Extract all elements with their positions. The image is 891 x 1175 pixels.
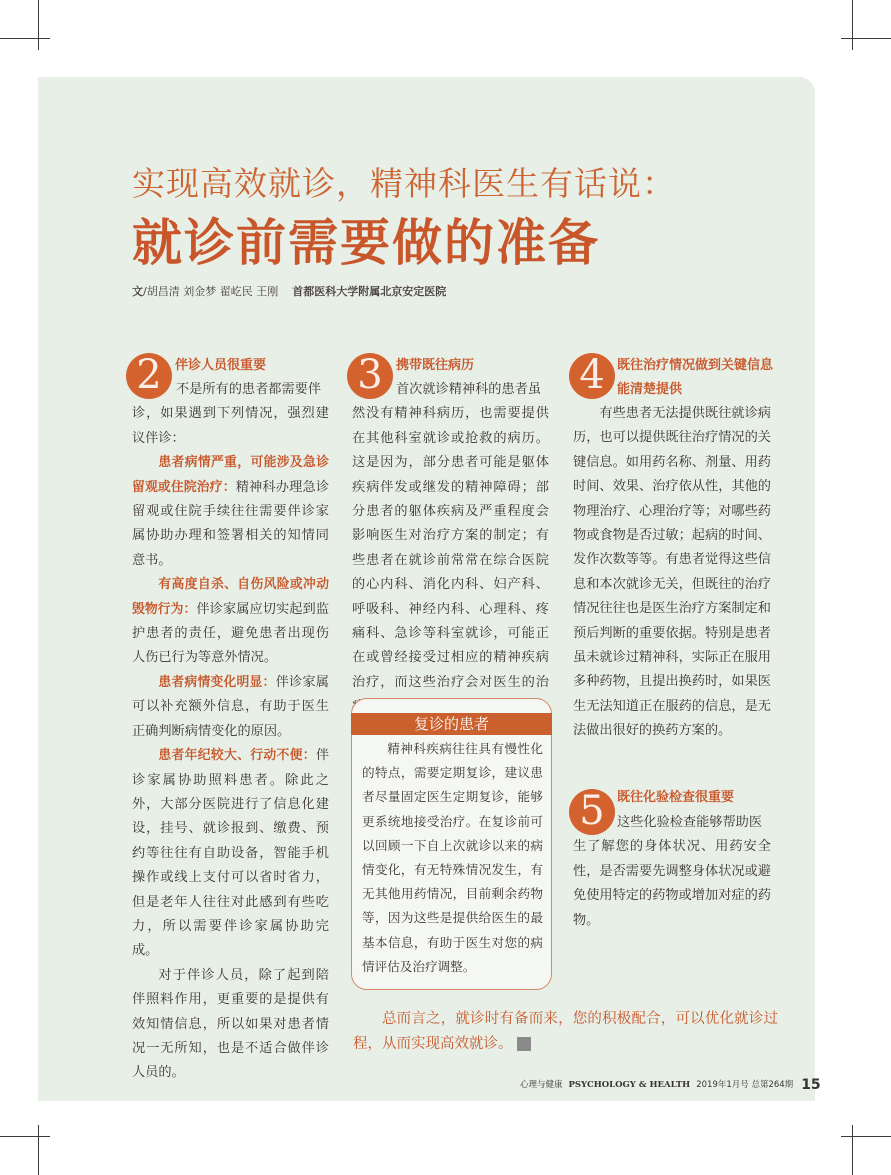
section-number-3: 3 (347, 353, 393, 399)
page-footer (520, 1077, 821, 1093)
section-2-item (132, 671, 329, 744)
footer-magazine-cn: 心理与健康 (520, 1080, 563, 1090)
section-2-item (132, 451, 329, 573)
section-2-column (132, 378, 329, 1086)
section-5-intro-rest: 生了解您的身体状况、用药安全性，是否需要先调整身体状况或避免使用特定的药物或增加对症的药物。 (573, 839, 771, 928)
crop-mark (0, 38, 50, 39)
crop-mark (841, 38, 891, 39)
section-4-column (573, 402, 771, 744)
section-2-item (132, 573, 329, 671)
byline-affiliation: 首都医科大学附属北京安定医院 (292, 285, 447, 298)
followup-box-text (362, 737, 543, 979)
crop-mark (38, 0, 39, 50)
crop-mark (852, 1125, 853, 1175)
section-3-intro-rest: 然没有精神科病历，也需要提供在其他科室就诊或抢救的病历。这是因为，部分患者可能是躯体疾病伴发或继发的精神障碍；部分患者的躯体疾病及严重程度会影响医生对治疗方案的制定；有些患者在就诊前常常在综合医院的心内科、消化内科、妇产科、呼吸科、神经内科、心理科、疼痛科、急诊等科室就诊，可能正在或曾经接受过相应的精神疾病治疗，而这些治疗会对医生的治 (352, 406, 549, 690)
byline-authors: /胡昌清 刘金梦 翟屹民 王刚 (143, 285, 279, 298)
section-3-column (352, 378, 549, 720)
section-2-item-text: 精神科办理急诊留观或住院手续往往需要伴诊家属协助办理和签署相关的知情同意书。 (132, 479, 330, 568)
summary-text (353, 1007, 778, 1057)
section-2-item-text: 伴诊家属应切实起到监护患者的责任，避免患者出现伤人伤已行为等意外情况。 (132, 601, 330, 666)
followup-box-title: 复诊的患者 (351, 713, 552, 735)
byline-prefix: 文 (132, 285, 143, 298)
section-4-heading: 既往治疗情况做到关键信息能清楚提供 (617, 358, 774, 397)
section-2-item-label: 患者病情变化明显： (158, 674, 276, 690)
section-2-item-text: 伴诊家属可以补充额外信息，有助于医生正确判断病情变化的原因。 (132, 674, 329, 739)
section-2-item-label: 患者年纪较大、行动不便： (158, 748, 316, 764)
section-2-closing: 对于伴诊人员，除了起到陪伴照料作用，更重要的是提供有效知情信息，所以如果对患者情况一无所知，也是不适合做伴诊人员的。 (132, 967, 329, 1081)
section-2-item-label: 患者病情严重，可能涉及急诊留观或住院治疗： (132, 455, 329, 495)
followup-box (351, 698, 552, 990)
section-5-heading: 既往化验检查很重要 (617, 790, 735, 805)
footer-issue: 2019年1月号 总第264期 (696, 1080, 794, 1090)
section-2-heading: 伴诊人员很重要 (175, 358, 267, 373)
section-number-5: 5 (569, 789, 615, 835)
section-4-text: 有些患者无法提供既往就诊病历，也可以提供既往治疗情况的关键信息。如用药名称、剂量、用药时间、效果、治疗依从性，其他的物理治疗、心理治疗等；对哪些药物或食物是否过敏；起病的时间、发作次数等等。有患者觉得这些信息和本次就诊无关，但既往的治疗情况往往也是医生治疗方案制定和预后判断的重要依据。特别是患者虽未就诊过精神科，实际正在服用多种药物，且提出换药时，如果医生无法知道正在服药的信息，是无法做出很好的换药方案的。 (573, 406, 771, 739)
page-title: 实现高效就诊，精神科医生有话说： (132, 164, 676, 203)
byline (132, 283, 446, 299)
section-number-4: 4 (569, 353, 615, 399)
summary (353, 1007, 778, 1057)
section-5-intro-first: 这些化验检查能够帮助医 (617, 815, 763, 830)
section-5-column (573, 811, 771, 933)
page-subtitle: 就诊前需要做的准备 (132, 213, 600, 272)
section-3-intro-first: 首次就诊精神科的患者虽 (396, 382, 542, 397)
section-2-item (132, 744, 329, 964)
footer-magazine-en: PSYCHOLOGY & HEALTH (568, 1080, 691, 1090)
end-mark-icon (517, 1037, 531, 1051)
crop-mark (38, 1125, 39, 1175)
page-number: 15 (801, 1077, 821, 1093)
crop-mark (841, 1136, 891, 1137)
crop-mark (0, 1136, 50, 1137)
section-2-intro-first: 不是所有的患者都需要伴 (176, 382, 322, 397)
section-number-2: 2 (126, 353, 172, 399)
section-2-item-label: 有高度自杀、自伤风险或冲动毁物行为： (132, 577, 329, 617)
summary-sentence: 总而言之，就诊时有备而来，您的积极配合，可以优化就诊过程，从而实现高效就诊。 (353, 1011, 778, 1052)
section-2-item-text: 伴诊家属协助照料患者。除此之外，大部分医院进行了信息化建设，挂号、就诊报到、缴费、预约等往往有自助设备，智能手机操作或线上支付可以省时省力，但是老年人往往对此感到有些吃力，所以需要伴诊家属协助完成。 (132, 748, 329, 959)
followup-box-paragraph: 精神科疾病往往具有慢性化的特点，需要定期复诊，建议患者尽量固定医生定期复诊，能够更系统地接受治疗。在复诊前可以回顾一下自上次就诊以来的病情变化，有无特殊情况发生，有无其他用药情况，目前剩余药物等，因为这些是提供给医生的最基本信息，有助于医生对您的病情评估及治疗调整。 (362, 741, 543, 974)
crop-mark (852, 0, 853, 50)
section-3-heading: 携带既往病历 (396, 358, 475, 373)
section-2-intro-rest: 诊，如果遇到下列情况，强烈建议伴诊： (132, 406, 329, 446)
